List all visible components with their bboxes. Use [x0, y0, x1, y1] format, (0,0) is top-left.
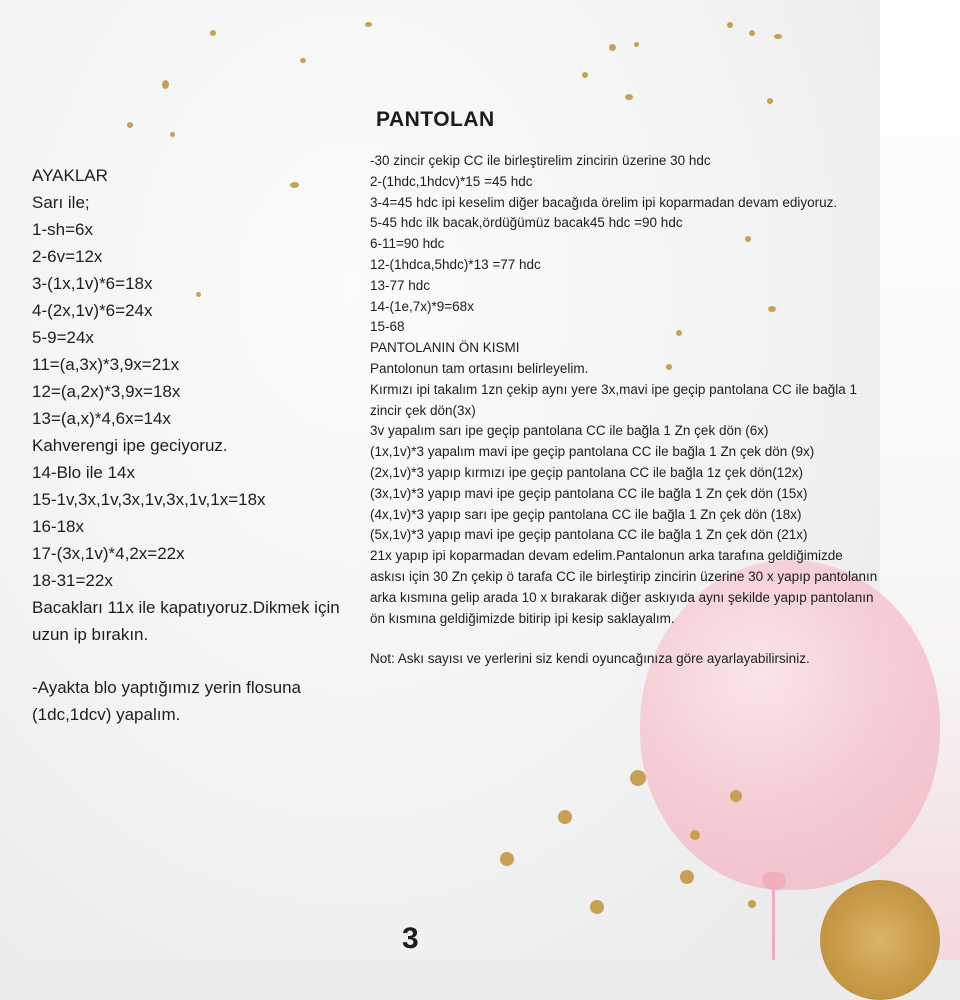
note-paragraph: -Ayakta blo yaptığımız yerin flosuna (1dc,1dcv) yapalım.: [32, 678, 301, 724]
gold-fleck: [162, 80, 169, 89]
gold-fleck: [127, 122, 133, 128]
text-line: 15-68: [370, 319, 405, 335]
gold-fleck: [170, 132, 175, 137]
text-line: 6-11=90 hdc: [370, 236, 445, 252]
gold-fleck: [582, 72, 588, 78]
text-line: 3-(1x,1v)*6=18x: [32, 274, 153, 293]
note-text: Not: Askı sayısı ve yerlerini siz kendi oyuncağınıza göre ayarlayabilirsiniz.: [370, 651, 810, 667]
text-line: Kahverengi ipe geciyoruz.: [32, 436, 228, 455]
text-line: 15-1v,3x,1v,3x,1v,3x,1v,1x=18x: [32, 490, 266, 509]
gold-fleck: [558, 810, 572, 824]
gold-fleck: [748, 900, 756, 908]
gold-fleck: [625, 94, 633, 100]
text-line: AYAKLAR: [32, 166, 108, 185]
text-line: 21x yapıp ipi koparmadan devam edelim.Pantalonun arka tarafına geldiğimizde askısı için 30 Zn çekip ö tarafa CC ile birleştirip zincirin üzerine 30 x yapıp pantolanın arka kısmına gelip arada 10 x bırakarak diğer askıyıda aynı şekilde yapıp pantolanın ön kısmına geldiğimizde bitirip ipi kesip saklayalım.: [370, 548, 878, 626]
text-line: 3-4=45 hdc ipi keselim diğer bacağıda örelim ipi koparmadan devam ediyoruz.: [370, 194, 838, 210]
text-line: 2-(1hdc,1hdcv)*15 =45 hdc: [370, 173, 533, 189]
balloon-string: [772, 888, 775, 960]
text-line: 13-77 hdc: [370, 277, 431, 293]
text-line: (2x,1v)*3 yapıp kırmızı ipe geçip pantolana CC ile bağla 1z çek dön(12x): [370, 464, 803, 480]
text-line: 16-18x: [32, 517, 84, 536]
text-line: 1-sh=6x: [32, 220, 93, 239]
gold-fleck: [634, 42, 639, 47]
text-line: Sarı ile;: [32, 193, 90, 212]
text-line: 11=(a,3x)*3,9x=21x: [32, 355, 180, 374]
page-title: PANTOLAN: [376, 108, 495, 131]
text-line: 4-(2x,1v)*6=24x: [32, 301, 153, 320]
text-line: 2-6v=12x: [32, 247, 103, 266]
gold-fleck: [690, 830, 700, 840]
text-line: (4x,1v)*3 yapıp sarı ipe geçip pantolana CC ile bağla 1 Zn çek dön (18x): [370, 506, 802, 522]
gold-glitter-decoration: [820, 880, 940, 1000]
text-line: (5x,1v)*3 yapıp mavi ipe geçip pantolana CC ile bağla 1 Zn çek dön (21x): [370, 527, 808, 543]
gold-fleck: [500, 852, 514, 866]
gold-fleck: [730, 790, 742, 802]
text-line: 12-(1hdca,5hdc)*13 =77 hdc: [370, 256, 541, 272]
text-line: Pantolonun tam ortasını belirleyelim.: [370, 360, 589, 376]
gold-fleck: [609, 44, 616, 51]
gold-fleck: [749, 30, 755, 36]
text-line: 12=(a,2x)*3,9x=18x: [32, 382, 181, 401]
text-line: 18-31=22x: [32, 571, 113, 590]
closing-paragraph: Bacakları 11x ile kapatıyoruz.Dikmek için uzun ip bırakın.: [32, 598, 340, 644]
gold-fleck: [210, 30, 216, 36]
text-line: 17-(3x,1v)*4,2x=22x: [32, 544, 185, 563]
text-line: -30 zincir çekip CC ile birleştirelim zincirin üzerine 30 hdc: [370, 153, 711, 168]
gold-fleck: [767, 98, 773, 104]
left-column: [32, 162, 352, 728]
text-line: 14-Blo ile 14x: [32, 463, 136, 482]
gold-fleck: [680, 870, 694, 884]
text-line: 5-9=24x: [32, 328, 94, 347]
text-line: 14-(1e,7x)*9=68x: [370, 298, 474, 314]
text-line: Kırmızı ipi takalım 1zn çekip aynı yere 3x,mavi ipe geçip pantolana CC ile bağla 1 zincir çek dön(3x): [370, 381, 857, 418]
text-line: 3v yapalım sarı ipe geçip pantolana CC ile bağla 1 Zn çek dön (6x): [370, 423, 769, 439]
page-number: 3: [402, 922, 419, 955]
text-line: 5-45 hdc ilk bacak,ördüğümüz bacak45 hdc =90 hdc: [370, 215, 683, 231]
right-column: [370, 151, 880, 670]
gold-fleck: [365, 22, 372, 27]
section-heading: PANTOLANIN ÖN KISMI: [370, 340, 520, 356]
gold-fleck: [630, 770, 646, 786]
gold-fleck: [590, 900, 604, 914]
text-line: (1x,1v)*3 yapalım mavi ipe geçip pantolana CC ile bağla 1 Zn çek dön (9x): [370, 444, 815, 460]
text-line: 13=(a,x)*4,6x=14x: [32, 409, 171, 428]
gold-fleck: [727, 22, 733, 28]
text-line: (3x,1v)*3 yapıp mavi ipe geçip pantolana CC ile bağla 1 Zn çek dön (15x): [370, 485, 808, 501]
gold-fleck: [300, 58, 306, 63]
gold-fleck: [774, 34, 782, 39]
